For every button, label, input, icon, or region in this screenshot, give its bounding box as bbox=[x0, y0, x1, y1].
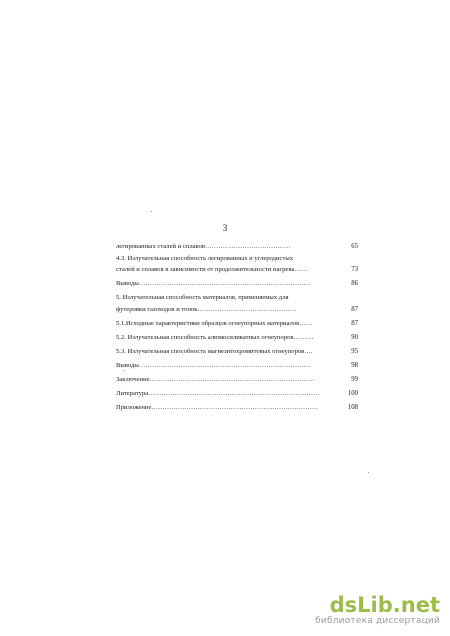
toc-entry bbox=[116, 360, 358, 372]
toc-entry bbox=[116, 278, 358, 290]
toc-entry-title: Выводы…………………………………………………………………… bbox=[116, 361, 311, 369]
toc-entry bbox=[116, 346, 358, 358]
toc-entry-page: 100 bbox=[347, 389, 358, 397]
scan-speck bbox=[368, 472, 369, 473]
toc-entry-page: 86 bbox=[351, 280, 358, 287]
toc-entry-title: 5. Излучательная способность материалов, применяемых для футеровки газоходов и топок……………………………………… bbox=[116, 294, 297, 313]
toc-entry-page: 98 bbox=[351, 361, 358, 369]
toc-entry-page: 65 bbox=[351, 243, 358, 250]
toc-entry-page: 87 bbox=[351, 319, 358, 327]
watermark-logo: dsLib.net bbox=[329, 593, 440, 617]
toc-entry-title: Литература…………………………………………………………………… bbox=[116, 389, 320, 397]
watermark bbox=[310, 594, 440, 626]
toc-entry bbox=[116, 292, 358, 315]
toc-entry-title: 5.1.Исходные характеристики образцов огнеупорных материалов…… bbox=[116, 319, 313, 327]
toc-entry-title: 5.2. Излучательная способность алюмосиликатных огнеупоров……… bbox=[116, 333, 314, 341]
toc-entry-page: 95 bbox=[351, 347, 358, 355]
toc-entry-title: 5.3. Излучательная способность магнезитохромитовых огнеупоров…. bbox=[116, 347, 313, 355]
toc-entry-title: Приложение…………………………………………………………………. bbox=[116, 403, 318, 411]
scan-speck bbox=[124, 370, 125, 371]
toc-entry bbox=[116, 388, 358, 400]
page-number: 3 bbox=[222, 223, 228, 233]
toc-entry-page: 90 bbox=[351, 333, 358, 341]
watermark-tagline: библиотека диссертаций bbox=[315, 616, 440, 626]
toc-entry-title: 4.3. Излучательная способность легированных и углеродистых сталей и сплавов в зависимости от продолжительности нагрева…… bbox=[116, 254, 308, 273]
table-of-contents bbox=[116, 241, 358, 413]
toc-entry-page: 73 bbox=[351, 266, 358, 273]
toc-entry bbox=[116, 241, 358, 253]
toc-entry bbox=[116, 402, 358, 414]
toc-entry-page: 108 bbox=[347, 403, 358, 411]
toc-entry bbox=[116, 253, 358, 276]
toc-entry bbox=[116, 332, 358, 344]
scan-speck bbox=[151, 211, 152, 212]
toc-entry bbox=[116, 374, 358, 386]
toc-entry-page: 87 bbox=[351, 305, 358, 313]
toc-entry-title: Заключение………………………………………………………………… bbox=[116, 375, 315, 383]
toc-entry-title: легированных сталей и сплавов………………………………… bbox=[116, 243, 291, 250]
toc-entry bbox=[116, 318, 358, 330]
toc-entry-page: 99 bbox=[351, 375, 358, 383]
toc-entry-title: Выводы…………………………………………………………………… bbox=[116, 280, 311, 287]
